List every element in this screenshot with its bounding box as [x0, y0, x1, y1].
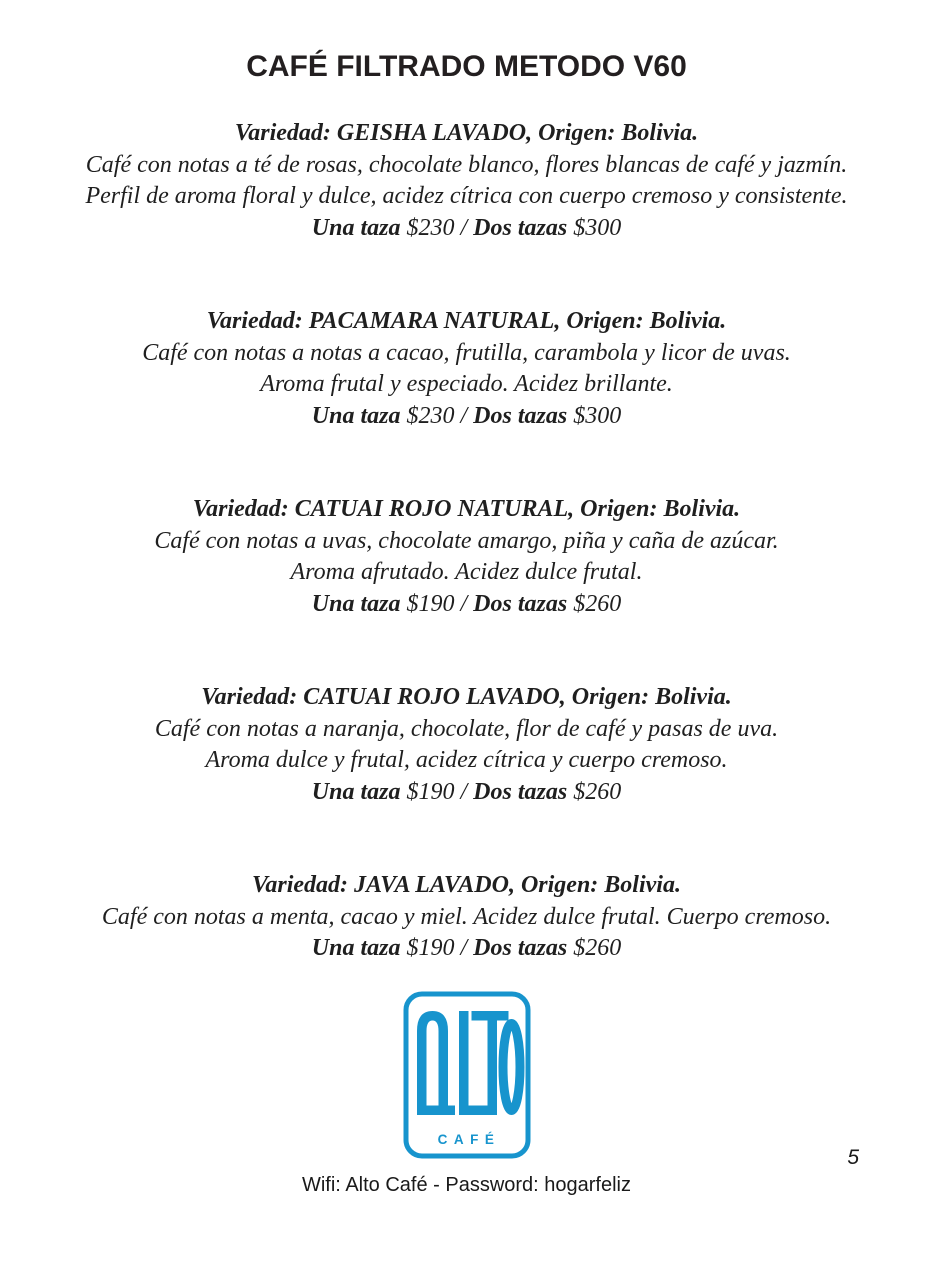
price-one-cup-value: $230 — [406, 402, 455, 429]
logo-cafe-text: CAFÉ — [437, 1131, 500, 1147]
alto-cafe-logo-graphic — [403, 991, 531, 1159]
wifi-info: Wifi: Alto Café - Password: hogarfeliz — [301, 1173, 631, 1196]
menu-item-geisha-lavado — [0, 118, 933, 244]
price-separator: / — [460, 402, 468, 429]
price-two-cups-label: Dos tazas — [473, 214, 568, 241]
price-one-cup-value: $190 — [406, 778, 455, 805]
price-one-cup-label: Una taza — [311, 935, 401, 961]
price-two-cups-value: $300 — [573, 402, 622, 429]
price-one-cup-value: $230 — [406, 214, 455, 241]
price-two-cups-value: $300 — [573, 214, 622, 241]
item-description-line: Perfil de aroma floral y dulce, acidez cítrica con cuerpo cremoso y consistente. — [85, 183, 848, 209]
price-two-cups-label: Dos tazas — [473, 402, 568, 429]
price-two-cups-label: Dos tazas — [473, 935, 568, 961]
item-price-line — [0, 777, 933, 809]
item-variety-heading: Variedad: CATUAI ROJO LAVADO, Origen: Bolivia. — [201, 684, 732, 710]
price-separator: / — [460, 590, 468, 617]
price-two-cups-value: $260 — [573, 935, 622, 961]
item-price-line — [0, 589, 933, 621]
menu-item-catuai-rojo-lavado — [0, 682, 933, 808]
item-description-line: Aroma afrutado. Acidez dulce frutal. — [290, 559, 643, 585]
alto-cafe-logo — [403, 991, 531, 1159]
item-description-line: Aroma frutal y especiado. Acidez brillante. — [260, 371, 673, 397]
page-number: 5 — [847, 1146, 859, 1169]
item-price-line — [0, 213, 933, 245]
item-description-line: Café con notas a menta, cacao y miel. Acidez dulce frutal. Cuerpo cremoso. — [101, 903, 832, 930]
price-two-cups-value: $260 — [573, 778, 622, 805]
item-variety-heading: Variedad: CATUAI ROJO NATURAL, Origen: Bolivia. — [192, 496, 741, 522]
item-description-line: Café con notas a notas a cacao, frutilla, carambola y licor de uvas. — [142, 339, 791, 366]
item-variety-heading: Variedad: GEISHA LAVADO, Origen: Bolivia. — [234, 120, 699, 146]
menu-item-catuai-rojo-natural — [0, 494, 933, 620]
price-one-cup-label: Una taza — [311, 214, 401, 241]
menu-item-java-lavado — [0, 870, 933, 965]
item-price-line — [0, 401, 933, 433]
menu-item-pacamara-natural — [0, 306, 933, 432]
price-one-cup-value: $190 — [406, 590, 455, 617]
price-separator: / — [460, 778, 468, 805]
price-separator: / — [460, 935, 468, 961]
price-one-cup-label: Una taza — [311, 590, 401, 617]
page-title: CAFÉ FILTRADO METODO V60 — [246, 50, 687, 83]
footer — [0, 991, 933, 1197]
item-price-line — [0, 933, 933, 965]
price-one-cup-label: Una taza — [311, 778, 401, 805]
price-one-cup-label: Una taza — [311, 402, 401, 429]
item-variety-heading: Variedad: PACAMARA NATURAL, Origen: Bolivia. — [206, 308, 727, 334]
item-variety-heading: Variedad: JAVA LAVADO, Origen: Bolivia. — [252, 872, 681, 898]
item-description-line: Aroma dulce y frutal, acidez cítrica y cuerpo cremoso. — [205, 747, 728, 773]
item-description-line: Café con notas a naranja, chocolate, flor de café y pasas de uva. — [154, 715, 779, 742]
price-two-cups-label: Dos tazas — [473, 590, 568, 617]
price-separator: / — [460, 214, 468, 241]
logo-alto-wordmark — [417, 1011, 520, 1115]
price-two-cups-label: Dos tazas — [473, 778, 568, 805]
price-two-cups-value: $260 — [573, 590, 622, 617]
item-description-line: Café con notas a uvas, chocolate amargo, piña y caña de azúcar. — [154, 527, 779, 554]
price-one-cup-value: $190 — [406, 935, 455, 961]
item-description-line: Café con notas a té de rosas, chocolate blanco, flores blancas de café y jazmín. — [85, 151, 848, 178]
